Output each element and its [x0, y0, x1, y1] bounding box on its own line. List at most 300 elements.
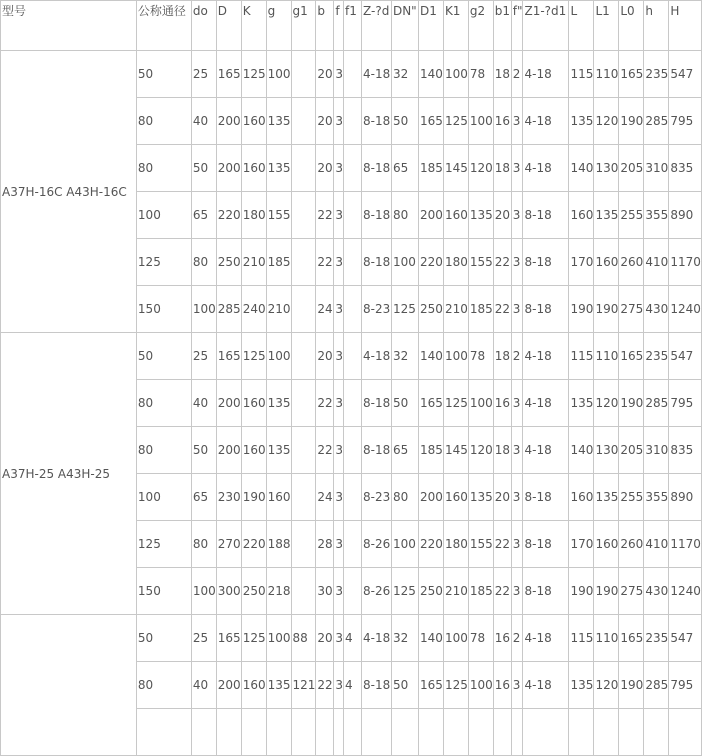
table-cell: 220	[241, 521, 266, 568]
table-cell: 3	[511, 98, 523, 145]
table-cell: 160	[241, 145, 266, 192]
table-cell	[523, 709, 569, 756]
table-cell: 185	[266, 239, 291, 286]
table-cell	[266, 709, 291, 756]
table-cell: 8-18	[361, 98, 391, 145]
table-cell: 3	[334, 192, 344, 239]
table-cell: 125	[443, 380, 468, 427]
table-cell: 4-18	[523, 98, 569, 145]
table-cell: 8-26	[361, 568, 391, 615]
table-cell	[291, 709, 316, 756]
table-cell	[291, 427, 316, 474]
table-cell: 115	[569, 615, 594, 662]
table-cell	[291, 145, 316, 192]
table-cell: 200	[216, 145, 241, 192]
table-cell: 145	[443, 427, 468, 474]
table-cell: 255	[619, 474, 644, 521]
table-cell: 285	[644, 98, 669, 145]
table-cell: 210	[241, 239, 266, 286]
column-header: K	[241, 1, 266, 51]
table-cell: 250	[418, 286, 443, 333]
table-cell: 115	[569, 51, 594, 98]
table-cell: 235	[644, 333, 669, 380]
table-cell: 3	[511, 568, 523, 615]
table-cell	[391, 709, 418, 756]
table-cell: 200	[216, 662, 241, 709]
table-cell: 135	[594, 474, 619, 521]
table-cell: 205	[619, 427, 644, 474]
table-cell: 160	[594, 239, 619, 286]
table-cell: 140	[418, 333, 443, 380]
table-cell: 50	[391, 662, 418, 709]
table-cell: 165	[619, 333, 644, 380]
table-cell: 80	[391, 474, 418, 521]
table-cell: 8-23	[361, 286, 391, 333]
table-cell: 22	[493, 286, 511, 333]
table-cell: 100	[191, 568, 216, 615]
table-cell: 155	[468, 521, 493, 568]
table-cell: 235	[644, 615, 669, 662]
table-cell	[291, 474, 316, 521]
table-cell: 240	[241, 286, 266, 333]
table-cell: 22	[316, 192, 334, 239]
table-cell	[644, 709, 669, 756]
table-cell	[344, 145, 362, 192]
table-cell: 200	[418, 192, 443, 239]
table-cell: 120	[594, 662, 619, 709]
table-cell: 160	[594, 521, 619, 568]
table-cell: 165	[619, 51, 644, 98]
table-cell: 355	[644, 192, 669, 239]
table-cell: 18	[493, 145, 511, 192]
table-cell: 3	[511, 239, 523, 286]
table-cell	[291, 286, 316, 333]
table-cell: 140	[418, 615, 443, 662]
table-cell: 3	[334, 286, 344, 333]
table-cell: 150	[136, 286, 191, 333]
table-cell	[241, 709, 266, 756]
table-cell: 4-18	[361, 615, 391, 662]
table-cell: 185	[468, 286, 493, 333]
table-cell: 200	[216, 427, 241, 474]
table-cell: 205	[619, 145, 644, 192]
table-row	[1, 333, 702, 380]
table-cell: 50	[136, 333, 191, 380]
table-cell: 285	[644, 662, 669, 709]
table-cell: 160	[241, 662, 266, 709]
table-cell: 165	[216, 615, 241, 662]
table-cell: 110	[594, 615, 619, 662]
table-cell	[344, 709, 362, 756]
table-cell: 4-18	[361, 51, 391, 98]
column-header: do	[191, 1, 216, 51]
table-cell: 125	[241, 51, 266, 98]
table-cell: 190	[619, 98, 644, 145]
column-header: h	[644, 1, 669, 51]
table-cell: 100	[443, 333, 468, 380]
table-cell: 100	[468, 380, 493, 427]
table-cell: 16	[493, 380, 511, 427]
table-cell: 260	[619, 521, 644, 568]
table-cell: 120	[468, 427, 493, 474]
table-cell: 22	[493, 239, 511, 286]
column-header: DN"	[391, 1, 418, 51]
table-cell: 50	[136, 615, 191, 662]
table-cell	[669, 709, 702, 756]
table-cell: 210	[443, 286, 468, 333]
table-cell	[334, 709, 344, 756]
table-cell: 4	[344, 662, 362, 709]
table-cell	[344, 192, 362, 239]
table-cell: 110	[594, 333, 619, 380]
table-cell: 100	[191, 286, 216, 333]
table-cell	[619, 709, 644, 756]
table-cell: 30	[316, 568, 334, 615]
table-cell: 80	[136, 380, 191, 427]
table-cell: 4-18	[523, 51, 569, 98]
table-cell: 4-18	[523, 333, 569, 380]
table-cell: 3	[334, 380, 344, 427]
table-cell: 185	[418, 145, 443, 192]
table-cell: 18	[493, 51, 511, 98]
table-cell	[344, 98, 362, 145]
table-cell: 20	[493, 474, 511, 521]
column-header: g	[266, 1, 291, 51]
table-cell: 165	[418, 380, 443, 427]
table-cell: 40	[191, 98, 216, 145]
table-cell: 20	[316, 98, 334, 145]
table-cell: 355	[644, 474, 669, 521]
column-header: L	[569, 1, 594, 51]
table-cell: 100	[468, 98, 493, 145]
table-cell: 135	[266, 380, 291, 427]
table-cell: 22	[316, 380, 334, 427]
table-cell: 155	[266, 192, 291, 239]
table-cell	[291, 333, 316, 380]
table-cell: 200	[216, 380, 241, 427]
table-cell: 260	[619, 239, 644, 286]
table-cell: 140	[418, 51, 443, 98]
table-cell: 795	[669, 662, 702, 709]
table-cell: 40	[191, 380, 216, 427]
table-cell: 170	[569, 521, 594, 568]
table-cell: 135	[266, 662, 291, 709]
table-cell: 3	[334, 98, 344, 145]
table-cell: 1240	[669, 286, 702, 333]
table-cell: 100	[443, 51, 468, 98]
table-cell: 32	[391, 333, 418, 380]
table-cell: 100	[266, 615, 291, 662]
table-cell	[291, 568, 316, 615]
table-cell: 4-18	[523, 380, 569, 427]
table-cell: 135	[594, 192, 619, 239]
table-cell: 135	[569, 662, 594, 709]
table-cell	[594, 709, 619, 756]
table-cell: 125	[443, 98, 468, 145]
table-cell: 8-18	[361, 427, 391, 474]
table-cell: 24	[316, 286, 334, 333]
table-cell: 78	[468, 51, 493, 98]
column-header: D1	[418, 1, 443, 51]
table-cell: 22	[316, 662, 334, 709]
table-cell: 80	[136, 145, 191, 192]
table-cell: 300	[216, 568, 241, 615]
table-cell: 3	[334, 427, 344, 474]
table-cell: 3	[334, 239, 344, 286]
table-cell: 190	[594, 568, 619, 615]
table-cell: 130	[594, 427, 619, 474]
model-cell	[1, 615, 137, 756]
table-cell	[291, 239, 316, 286]
table-cell: 270	[216, 521, 241, 568]
table-cell: 410	[644, 521, 669, 568]
table-cell: 50	[136, 51, 191, 98]
table-cell: 275	[619, 568, 644, 615]
column-header: g2	[468, 1, 493, 51]
table-cell: 1170	[669, 521, 702, 568]
table-cell: 50	[191, 427, 216, 474]
table-cell: 795	[669, 98, 702, 145]
table-cell: 8-18	[361, 662, 391, 709]
table-cell: 130	[594, 145, 619, 192]
table-cell: 2	[511, 615, 523, 662]
table-cell: 4	[344, 615, 362, 662]
table-cell: 3	[511, 427, 523, 474]
table-cell	[344, 380, 362, 427]
table-cell: 3	[511, 474, 523, 521]
table-cell: 135	[468, 474, 493, 521]
table-cell: 218	[266, 568, 291, 615]
table-cell: 430	[644, 568, 669, 615]
table-cell: 100	[391, 521, 418, 568]
model-cell: A37H-16C A43H-16C	[1, 51, 137, 333]
table-cell: 8-18	[523, 239, 569, 286]
table-cell: 120	[468, 145, 493, 192]
table-cell: 4-18	[523, 662, 569, 709]
table-cell: 160	[266, 474, 291, 521]
table-cell: 160	[443, 474, 468, 521]
table-cell: 8-18	[523, 474, 569, 521]
table-cell: 135	[266, 427, 291, 474]
column-header: 公称通径	[136, 1, 191, 51]
table-cell: 275	[619, 286, 644, 333]
table-cell: 125	[391, 286, 418, 333]
table-cell: 220	[418, 521, 443, 568]
table-cell: 8-18	[523, 192, 569, 239]
table-cell: 20	[316, 145, 334, 192]
table-cell: 4-18	[361, 333, 391, 380]
table-cell	[344, 427, 362, 474]
table-cell	[418, 709, 443, 756]
table-cell: 3	[334, 474, 344, 521]
table-cell: 125	[241, 615, 266, 662]
table-cell: 3	[511, 192, 523, 239]
table-cell: 160	[241, 427, 266, 474]
header-row	[1, 1, 702, 51]
table-cell: 150	[136, 568, 191, 615]
column-header: b1	[493, 1, 511, 51]
table-cell: 25	[191, 51, 216, 98]
table-cell: 430	[644, 286, 669, 333]
table-cell: 170	[569, 239, 594, 286]
table-cell: 210	[443, 568, 468, 615]
table-cell: 22	[316, 239, 334, 286]
table-cell	[291, 380, 316, 427]
table-cell: 32	[391, 615, 418, 662]
table-cell: 65	[391, 427, 418, 474]
table-cell: 190	[569, 286, 594, 333]
table-cell: 160	[241, 380, 266, 427]
table-cell: 65	[391, 145, 418, 192]
table-cell: 65	[191, 474, 216, 521]
table-cell: 8-18	[361, 239, 391, 286]
table-cell: 160	[241, 98, 266, 145]
table-cell: 50	[391, 98, 418, 145]
table-cell	[493, 709, 511, 756]
table-cell: 410	[644, 239, 669, 286]
table-cell: 8-18	[361, 192, 391, 239]
table-cell: 185	[468, 568, 493, 615]
table-cell: 125	[443, 662, 468, 709]
column-header: D	[216, 1, 241, 51]
table-cell: 28	[316, 521, 334, 568]
table-cell: 32	[391, 51, 418, 98]
table-cell: 100	[136, 474, 191, 521]
table-cell: 160	[569, 474, 594, 521]
table-cell: 890	[669, 192, 702, 239]
table-cell: 285	[216, 286, 241, 333]
table-cell: 18	[493, 427, 511, 474]
table-cell: 50	[191, 145, 216, 192]
table-cell: 835	[669, 427, 702, 474]
table-cell: 8-23	[361, 474, 391, 521]
table-cell: 22	[493, 568, 511, 615]
table-cell: 120	[594, 98, 619, 145]
table-cell: 100	[266, 51, 291, 98]
table-cell: 16	[493, 615, 511, 662]
table-cell: 78	[468, 333, 493, 380]
table-cell: 3	[334, 51, 344, 98]
table-cell	[569, 709, 594, 756]
table-cell	[344, 474, 362, 521]
table-cell: 3	[334, 568, 344, 615]
column-header: K1	[443, 1, 468, 51]
table-cell: 80	[136, 427, 191, 474]
table-cell: 135	[569, 98, 594, 145]
table-cell: 250	[241, 568, 266, 615]
table-cell: 547	[669, 51, 702, 98]
table-cell: 80	[191, 521, 216, 568]
table-cell: 40	[191, 662, 216, 709]
table-cell: 2	[511, 333, 523, 380]
table-cell: 125	[241, 333, 266, 380]
table-cell: 3	[511, 286, 523, 333]
table-cell: 155	[468, 239, 493, 286]
table-cell: 80	[191, 239, 216, 286]
table-cell: 255	[619, 192, 644, 239]
table-cell: 78	[468, 615, 493, 662]
table-cell: 140	[569, 427, 594, 474]
table-cell	[291, 98, 316, 145]
table-cell: 135	[266, 98, 291, 145]
table-cell: 100	[391, 239, 418, 286]
table-cell	[216, 709, 241, 756]
column-header: Z-?d	[361, 1, 391, 51]
table-cell: 100	[266, 333, 291, 380]
table-cell: 190	[619, 380, 644, 427]
table-cell: 190	[619, 662, 644, 709]
table-cell	[344, 286, 362, 333]
table-cell: 88	[291, 615, 316, 662]
table-cell: 100	[443, 615, 468, 662]
table-cell: 135	[569, 380, 594, 427]
table-cell: 110	[594, 51, 619, 98]
table-cell	[443, 709, 468, 756]
column-header: g1	[291, 1, 316, 51]
table-cell: 3	[334, 145, 344, 192]
table-cell: 3	[511, 380, 523, 427]
table-cell: 4-18	[523, 615, 569, 662]
table-cell: 50	[391, 380, 418, 427]
table-cell: 8-18	[523, 568, 569, 615]
column-header: L1	[594, 1, 619, 51]
column-header: b	[316, 1, 334, 51]
table-cell: 25	[191, 333, 216, 380]
table-cell: 835	[669, 145, 702, 192]
table-cell: 135	[266, 145, 291, 192]
table-cell: 220	[418, 239, 443, 286]
table-cell: 120	[594, 380, 619, 427]
table-cell	[191, 709, 216, 756]
table-cell	[344, 239, 362, 286]
table-cell: 165	[418, 662, 443, 709]
table-cell: 310	[644, 145, 669, 192]
table-cell: 8-18	[361, 145, 391, 192]
table-cell: 180	[443, 239, 468, 286]
table-cell: 22	[316, 427, 334, 474]
table-cell: 80	[391, 192, 418, 239]
table-cell	[468, 709, 493, 756]
table-cell: 235	[644, 51, 669, 98]
table-cell: 1170	[669, 239, 702, 286]
table-cell: 65	[191, 192, 216, 239]
table-cell: 310	[644, 427, 669, 474]
table-cell: 125	[136, 521, 191, 568]
table-cell: 3	[334, 615, 344, 662]
table-cell: 8-26	[361, 521, 391, 568]
table-cell: 285	[644, 380, 669, 427]
column-header: f	[334, 1, 344, 51]
table-cell: 250	[418, 568, 443, 615]
table-cell: 16	[493, 662, 511, 709]
table-cell: 3	[334, 662, 344, 709]
table-row	[1, 51, 702, 98]
table-cell: 80	[136, 662, 191, 709]
table-cell: 890	[669, 474, 702, 521]
table-cell: 795	[669, 380, 702, 427]
table-cell: 190	[241, 474, 266, 521]
table-cell: 3	[511, 145, 523, 192]
table-cell: 190	[594, 286, 619, 333]
column-header: 型号	[1, 1, 137, 51]
table-cell	[291, 521, 316, 568]
table-cell: 180	[443, 521, 468, 568]
table-cell: 185	[418, 427, 443, 474]
table-cell: 190	[569, 568, 594, 615]
table-cell	[136, 709, 191, 756]
table-cell: 4-18	[523, 145, 569, 192]
table-cell: 3	[511, 521, 523, 568]
